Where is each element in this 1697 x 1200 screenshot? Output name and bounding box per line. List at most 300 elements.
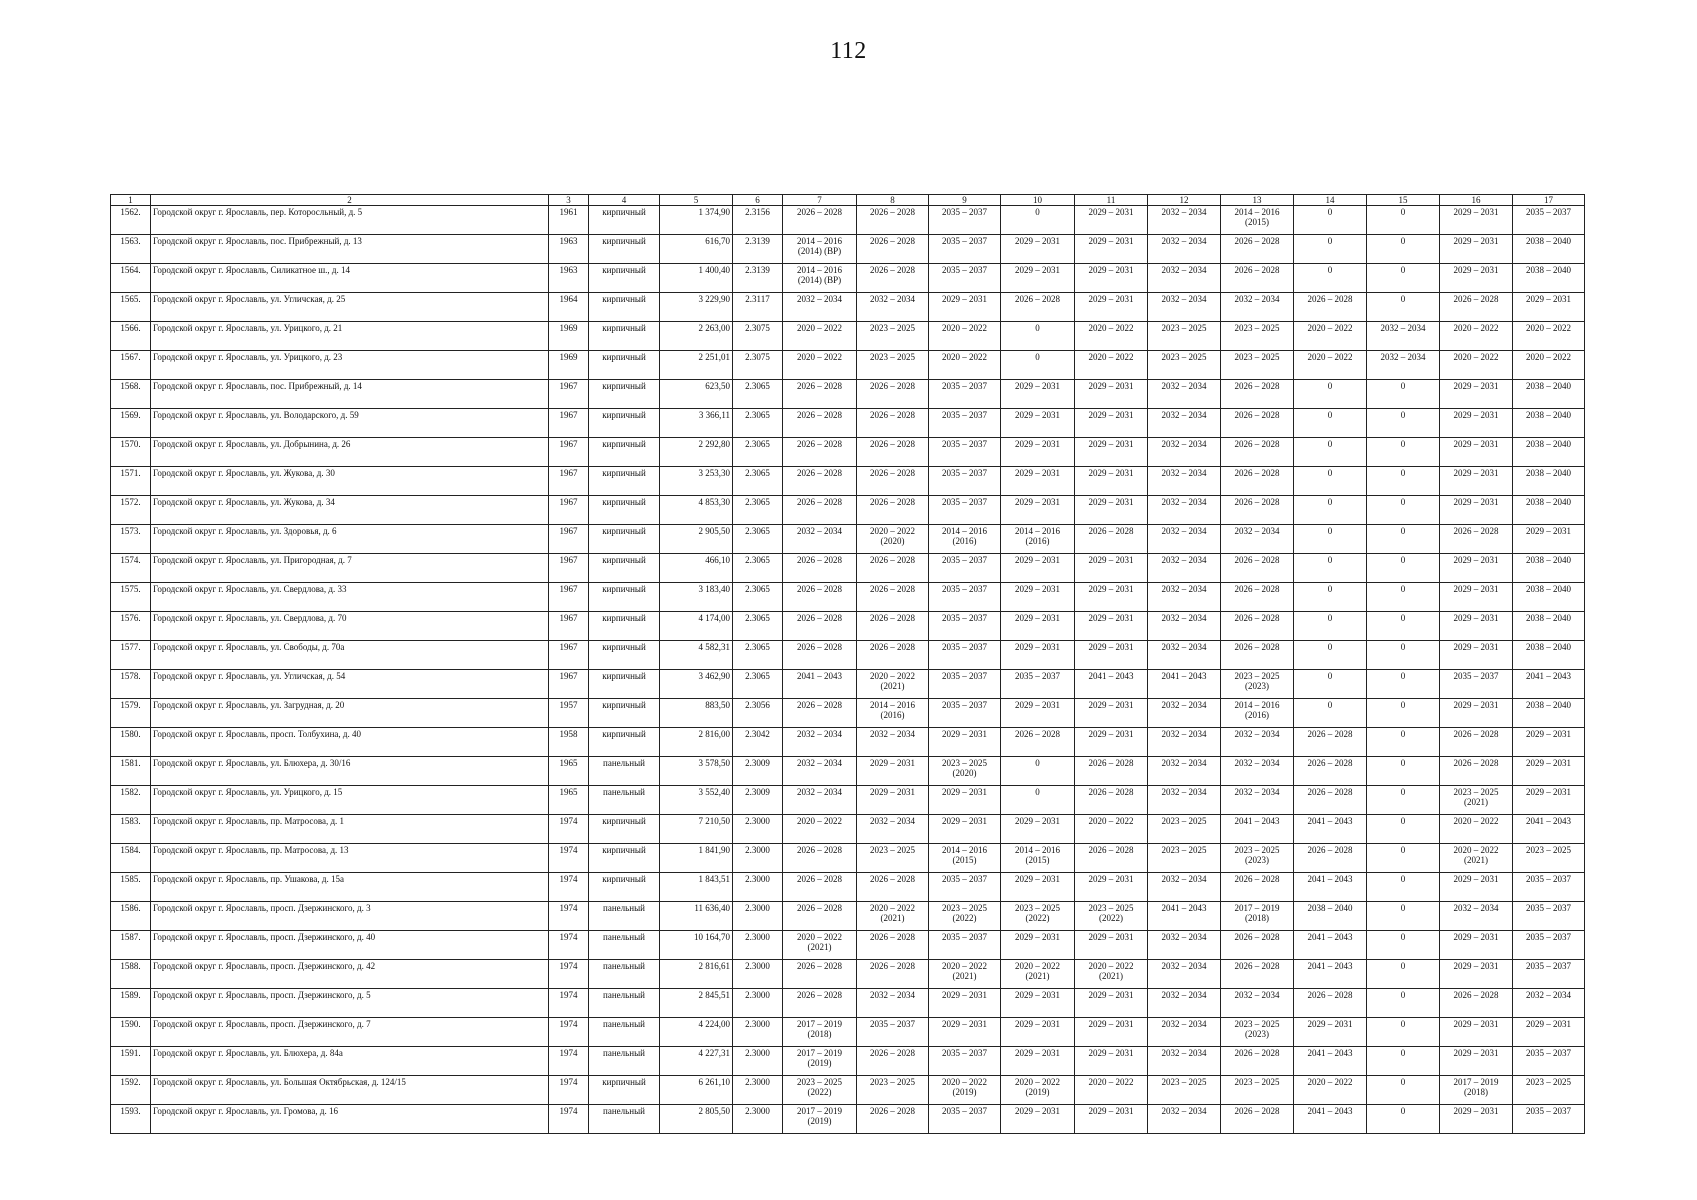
table-cell: 2041 – 2043 — [1294, 1105, 1367, 1134]
table-cell: Городской округ г. Ярославль, ул. Урицкого, д. 21 — [151, 322, 549, 351]
table-cell: 0 — [1294, 264, 1367, 293]
table-cell: 2.3009 — [733, 786, 783, 815]
table-cell: 2029 – 2031 — [1440, 1047, 1513, 1076]
table-cell: 2023 – 2025 — [1513, 1076, 1585, 1105]
table-cell: 2041 – 2043 — [1294, 815, 1367, 844]
table-cell: 2032 – 2034 — [1148, 235, 1221, 264]
table-cell: 0 — [1001, 786, 1075, 815]
table-cell: 2038 – 2040 — [1513, 467, 1585, 496]
table-cell: 1967 — [549, 612, 589, 641]
table-cell: панельный — [589, 931, 660, 960]
table-row — [111, 467, 1585, 496]
table-cell: 2029 – 2031 — [1075, 641, 1148, 670]
column-header: 17 — [1513, 195, 1585, 206]
table-cell: 2.3000 — [733, 815, 783, 844]
table-row — [111, 902, 1585, 931]
table-cell: 1 374,90 — [660, 206, 733, 235]
table-cell: 11 636,40 — [660, 902, 733, 931]
table-cell: 2020 – 2022 (2021) — [929, 960, 1001, 989]
table-cell: 2014 – 2016 (2016) — [929, 525, 1001, 554]
table-cell: 1563. — [111, 235, 151, 264]
table-cell: 1593. — [111, 1105, 151, 1134]
table-cell: 2023 – 2025 — [857, 351, 929, 380]
table-cell: 2038 – 2040 — [1513, 554, 1585, 583]
table-cell: 2041 – 2043 — [1294, 1047, 1367, 1076]
table-cell: 1577. — [111, 641, 151, 670]
table-cell: 1582. — [111, 786, 151, 815]
table-cell: 2020 – 2022 — [1440, 351, 1513, 380]
table-cell: 2029 – 2031 — [1075, 728, 1148, 757]
table-cell: 2032 – 2034 — [1148, 467, 1221, 496]
table-cell: 1974 — [549, 873, 589, 902]
table-cell: 2026 – 2028 — [783, 844, 857, 873]
table-cell: 2 816,00 — [660, 728, 733, 757]
table-cell: 4 174,00 — [660, 612, 733, 641]
table-cell: Городской округ г. Ярославль, ул. Здоровья, д. 6 — [151, 525, 549, 554]
table-cell: 2029 – 2031 — [1440, 438, 1513, 467]
table-cell: 10 164,70 — [660, 931, 733, 960]
column-header: 13 — [1221, 195, 1294, 206]
table-cell: 2026 – 2028 — [1221, 641, 1294, 670]
table-cell: 2.3065 — [733, 467, 783, 496]
table-cell: Городской округ г. Ярославль, ул. Пригородная, д. 7 — [151, 554, 549, 583]
table-cell: 2026 – 2028 — [1221, 612, 1294, 641]
table-cell: 1974 — [549, 1018, 589, 1047]
table-cell: 2029 – 2031 — [1440, 612, 1513, 641]
table-cell: 2029 – 2031 — [1075, 931, 1148, 960]
table-cell: Городской округ г. Ярославль, просп. Дзержинского, д. 3 — [151, 902, 549, 931]
table-row — [111, 380, 1585, 409]
table-cell: 2029 – 2031 — [1075, 380, 1148, 409]
table-cell: 1567. — [111, 351, 151, 380]
table-cell: 2020 – 2022 — [1075, 351, 1148, 380]
table-cell: 0 — [1294, 612, 1367, 641]
table-cell: 2029 – 2031 — [1001, 873, 1075, 902]
table-cell: 1571. — [111, 467, 151, 496]
table-cell: 2023 – 2025 — [1148, 844, 1221, 873]
table-cell: 2026 – 2028 — [1221, 583, 1294, 612]
table-cell: 2029 – 2031 — [1075, 467, 1148, 496]
table-row — [111, 496, 1585, 525]
table-cell: 2.3075 — [733, 322, 783, 351]
table-cell: 3 462,90 — [660, 670, 733, 699]
table-cell: 2020 – 2022 (2021) — [1001, 960, 1075, 989]
table-cell: 0 — [1294, 467, 1367, 496]
table-cell: 2029 – 2031 — [1075, 554, 1148, 583]
table-cell: 2.3042 — [733, 728, 783, 757]
table-cell: 1581. — [111, 757, 151, 786]
table-cell: 2.3000 — [733, 1047, 783, 1076]
table-cell: 2032 – 2034 — [1148, 728, 1221, 757]
table-cell: 2032 – 2034 — [1148, 525, 1221, 554]
table-cell: 2.3000 — [733, 1018, 783, 1047]
table-cell: 0 — [1367, 873, 1440, 902]
table-cell: 2026 – 2028 — [857, 931, 929, 960]
table-cell: 2026 – 2028 — [783, 960, 857, 989]
table-cell: 2026 – 2028 — [783, 612, 857, 641]
table-cell: 2029 – 2031 — [1075, 264, 1148, 293]
table-cell: 2026 – 2028 — [1221, 1047, 1294, 1076]
table-row — [111, 293, 1585, 322]
table-cell: 0 — [1367, 670, 1440, 699]
table-cell: 2017 – 2019 (2018) — [1221, 902, 1294, 931]
table-cell: Городской округ г. Ярославль, пр. Ушакова, д. 15а — [151, 873, 549, 902]
table-cell: 2026 – 2028 — [857, 409, 929, 438]
table-cell: 1589. — [111, 989, 151, 1018]
table-cell: 2032 – 2034 — [1221, 293, 1294, 322]
table-cell: 4 227,31 — [660, 1047, 733, 1076]
table-row — [111, 989, 1585, 1018]
table-cell: 1969 — [549, 322, 589, 351]
table-cell: 0 — [1367, 264, 1440, 293]
table-cell: 2026 – 2028 — [1221, 931, 1294, 960]
table-cell: 2032 – 2034 — [1148, 641, 1221, 670]
table-cell: 2026 – 2028 — [1221, 554, 1294, 583]
table-cell: 2026 – 2028 — [783, 699, 857, 728]
table-cell: 2026 – 2028 — [857, 467, 929, 496]
table-cell: 2026 – 2028 — [1001, 728, 1075, 757]
table-cell: 1569. — [111, 409, 151, 438]
table-row — [111, 728, 1585, 757]
table-cell: 2020 – 2022 (2020) — [857, 525, 929, 554]
table-cell: 0 — [1001, 351, 1075, 380]
table-cell: 2032 – 2034 — [1221, 989, 1294, 1018]
table-cell: 2023 – 2025 (2021) — [1440, 786, 1513, 815]
table-cell: 0 — [1367, 844, 1440, 873]
table-cell: кирпичный — [589, 351, 660, 380]
table-cell: 2032 – 2034 — [1148, 1018, 1221, 1047]
table-cell: 2029 – 2031 — [1513, 786, 1585, 815]
table-cell: 2 805,50 — [660, 1105, 733, 1134]
table-cell: 0 — [1367, 583, 1440, 612]
table-row — [111, 1018, 1585, 1047]
table-cell: Городской округ г. Ярославль, пр. Матросова, д. 1 — [151, 815, 549, 844]
table-cell: 2035 – 2037 — [929, 1047, 1001, 1076]
table-cell: 2014 – 2016 (2014) (ВР) — [783, 235, 857, 264]
table-cell: 2029 – 2031 — [1001, 264, 1075, 293]
table-row — [111, 786, 1585, 815]
table-cell: 2.3065 — [733, 525, 783, 554]
table-cell: 2020 – 2022 — [783, 351, 857, 380]
table-cell: 1961 — [549, 206, 589, 235]
table-cell: 2 251,01 — [660, 351, 733, 380]
table-cell: 1574. — [111, 554, 151, 583]
column-header: 15 — [1367, 195, 1440, 206]
table-cell: 0 — [1367, 554, 1440, 583]
table-cell: Городской округ г. Ярославль, просп. Толбухина, д. 40 — [151, 728, 549, 757]
table-cell: 1969 — [549, 351, 589, 380]
table-cell: 2029 – 2031 — [1440, 380, 1513, 409]
table-cell: кирпичный — [589, 409, 660, 438]
table-cell: 2026 – 2028 — [783, 438, 857, 467]
table-cell: 2041 – 2043 — [1513, 670, 1585, 699]
table-cell: 616,70 — [660, 235, 733, 264]
table-cell: 2041 – 2043 — [1294, 873, 1367, 902]
table-row — [111, 844, 1585, 873]
table-cell: 2026 – 2028 — [857, 612, 929, 641]
table-cell: 2026 – 2028 — [1221, 467, 1294, 496]
table-cell: 2038 – 2040 — [1513, 612, 1585, 641]
table-cell: Городской округ г. Ярославль, просп. Дзержинского, д. 42 — [151, 960, 549, 989]
table-cell: 2032 – 2034 — [783, 786, 857, 815]
table-cell: Городской округ г. Ярославль, ул. Громова, д. 16 — [151, 1105, 549, 1134]
table-cell: 2029 – 2031 — [1075, 612, 1148, 641]
table-cell: 7 210,50 — [660, 815, 733, 844]
table-cell: 2023 – 2025 — [1221, 1076, 1294, 1105]
table-cell: 2029 – 2031 — [1001, 989, 1075, 1018]
table-cell: 2026 – 2028 — [857, 641, 929, 670]
table-cell: 2026 – 2028 — [1001, 293, 1075, 322]
table-cell: 2029 – 2031 — [1001, 496, 1075, 525]
table-cell: 2035 – 2037 — [929, 641, 1001, 670]
table-cell: 0 — [1367, 496, 1440, 525]
table-cell: панельный — [589, 1105, 660, 1134]
table-cell: 0 — [1367, 989, 1440, 1018]
table-cell: 2023 – 2025 (2023) — [1221, 670, 1294, 699]
table-cell: 2041 – 2043 — [1294, 960, 1367, 989]
table-cell: Городской округ г. Ярославль, ул. Угличская, д. 54 — [151, 670, 549, 699]
table-cell: Городской округ г. Ярославль, ул. Большая Октябрьская, д. 124/15 — [151, 1076, 549, 1105]
table-cell: 2026 – 2028 — [1075, 757, 1148, 786]
table-cell: 2.3000 — [733, 1105, 783, 1134]
table-cell: 2026 – 2028 — [783, 641, 857, 670]
table-cell: 2020 – 2022 — [1294, 1076, 1367, 1105]
table-cell: 2035 – 2037 — [929, 496, 1001, 525]
table-cell: 3 183,40 — [660, 583, 733, 612]
table-cell: 1586. — [111, 902, 151, 931]
table-cell: 1576. — [111, 612, 151, 641]
table-cell: 0 — [1367, 1018, 1440, 1047]
table-cell: 0 — [1294, 380, 1367, 409]
table-cell: 0 — [1367, 1047, 1440, 1076]
table-cell: 2035 – 2037 — [1513, 873, 1585, 902]
table-cell: 2041 – 2043 — [1294, 931, 1367, 960]
table-cell: 1967 — [549, 583, 589, 612]
table-cell: 1572. — [111, 496, 151, 525]
table-cell: 2029 – 2031 — [1440, 641, 1513, 670]
table-cell: 2032 – 2034 — [1148, 438, 1221, 467]
table-cell: 2026 – 2028 — [1294, 786, 1367, 815]
table-cell: 3 552,40 — [660, 786, 733, 815]
table-cell: 2029 – 2031 — [929, 728, 1001, 757]
table-cell: 0 — [1294, 699, 1367, 728]
table-row — [111, 1105, 1585, 1134]
table-row — [111, 525, 1585, 554]
table-cell: 2023 – 2025 (2022) — [1075, 902, 1148, 931]
table-cell: 1584. — [111, 844, 151, 873]
table-cell: Городской округ г. Ярославль, ул. Добрынина, д. 26 — [151, 438, 549, 467]
table-cell: 2038 – 2040 — [1513, 641, 1585, 670]
table-cell: панельный — [589, 960, 660, 989]
table-cell: 2029 – 2031 — [1294, 1018, 1367, 1047]
table-cell: 1967 — [549, 467, 589, 496]
table-cell: 2 816,61 — [660, 960, 733, 989]
table-cell: 2029 – 2031 — [1001, 815, 1075, 844]
table-cell: кирпичный — [589, 322, 660, 351]
table-cell: 2026 – 2028 — [783, 902, 857, 931]
table-cell: 1578. — [111, 670, 151, 699]
table-cell: 2035 – 2037 — [929, 670, 1001, 699]
table-cell: 2035 – 2037 — [929, 583, 1001, 612]
table-cell: 2014 – 2016 (2016) — [1001, 525, 1075, 554]
table-cell: 2026 – 2028 — [783, 496, 857, 525]
table-cell: 1573. — [111, 525, 151, 554]
column-header: 4 — [589, 195, 660, 206]
table-cell: 2029 – 2031 — [1001, 583, 1075, 612]
table-cell: 2035 – 2037 — [1513, 902, 1585, 931]
table-cell: 2020 – 2022 (2019) — [929, 1076, 1001, 1105]
table-cell: 2041 – 2043 — [1148, 902, 1221, 931]
table-cell: 2035 – 2037 — [857, 1018, 929, 1047]
table-cell: 2020 – 2022 — [929, 351, 1001, 380]
table-cell: 2035 – 2037 — [929, 931, 1001, 960]
table-cell: 2029 – 2031 — [1440, 873, 1513, 902]
table-row — [111, 351, 1585, 380]
table-cell: 2041 – 2043 — [1075, 670, 1148, 699]
table-cell: 4 224,00 — [660, 1018, 733, 1047]
table-cell: 0 — [1001, 322, 1075, 351]
table-cell: 1590. — [111, 1018, 151, 1047]
table-cell: 2.3065 — [733, 583, 783, 612]
table-cell: 0 — [1367, 641, 1440, 670]
table-cell: 2026 – 2028 — [783, 554, 857, 583]
table-cell: кирпичный — [589, 815, 660, 844]
table-cell: 1 843,51 — [660, 873, 733, 902]
table-cell: 2032 – 2034 — [1148, 699, 1221, 728]
table-cell: 3 366,11 — [660, 409, 733, 438]
table-cell: 0 — [1367, 960, 1440, 989]
table-cell: 2041 – 2043 — [1513, 815, 1585, 844]
table-cell: 2026 – 2028 — [1440, 989, 1513, 1018]
table-cell: 2023 – 2025 — [1148, 322, 1221, 351]
table-cell: 1568. — [111, 380, 151, 409]
table-cell: 2035 – 2037 — [929, 409, 1001, 438]
table-cell: 2035 – 2037 — [1513, 931, 1585, 960]
table-cell: 2023 – 2025 — [1221, 351, 1294, 380]
table-cell: 1974 — [549, 960, 589, 989]
table-row — [111, 264, 1585, 293]
table-row — [111, 409, 1585, 438]
table-cell: 2038 – 2040 — [1294, 902, 1367, 931]
column-header: 7 — [783, 195, 857, 206]
table-cell: 2020 – 2022 (2021) — [857, 902, 929, 931]
table-cell: 2023 – 2025 (2023) — [1221, 1018, 1294, 1047]
table-cell: 2029 – 2031 — [1513, 1018, 1585, 1047]
table-cell: 0 — [1294, 409, 1367, 438]
table-cell: 2032 – 2034 — [1221, 786, 1294, 815]
table-cell: Городской округ г. Ярославль, ул. Урицкого, д. 15 — [151, 786, 549, 815]
table-cell: 3 578,50 — [660, 757, 733, 786]
table-cell: кирпичный — [589, 554, 660, 583]
table-cell: 2041 – 2043 — [783, 670, 857, 699]
table-cell: 2029 – 2031 — [1075, 438, 1148, 467]
table-cell: 2020 – 2022 (2021) — [783, 931, 857, 960]
column-header: 8 — [857, 195, 929, 206]
table-cell: 0 — [1367, 235, 1440, 264]
column-header: 6 — [733, 195, 783, 206]
table-cell: 2026 – 2028 — [1075, 844, 1148, 873]
table-cell: 0 — [1294, 641, 1367, 670]
table-row — [111, 757, 1585, 786]
table-cell: 2035 – 2037 — [1513, 960, 1585, 989]
table-cell: 0 — [1001, 206, 1075, 235]
table-cell: 2.3075 — [733, 351, 783, 380]
table-cell: 1967 — [549, 380, 589, 409]
table-cell: Городской округ г. Ярославль, ул. Блюхера, д. 84а — [151, 1047, 549, 1076]
table-cell: 2026 – 2028 — [1221, 438, 1294, 467]
table-cell: Городской округ г. Ярославль, пер. Которосльный, д. 5 — [151, 206, 549, 235]
table-cell: панельный — [589, 1047, 660, 1076]
table-cell: 2020 – 2022 — [1513, 351, 1585, 380]
table-cell: 2029 – 2031 — [1001, 554, 1075, 583]
table-cell: 2029 – 2031 — [1513, 293, 1585, 322]
table-cell: 2026 – 2028 — [857, 1105, 929, 1134]
table-cell: 0 — [1294, 554, 1367, 583]
table-cell: 2032 – 2034 — [1148, 1047, 1221, 1076]
table-cell: 2023 – 2025 (2020) — [929, 757, 1001, 786]
table-cell: Городской округ г. Ярославль, ул. Урицкого, д. 23 — [151, 351, 549, 380]
table-cell: 0 — [1367, 1076, 1440, 1105]
table-cell: 2023 – 2025 — [1513, 844, 1585, 873]
table-cell: 2020 – 2022 (2021) — [1440, 844, 1513, 873]
table-cell: 2026 – 2028 — [1294, 844, 1367, 873]
table-cell: 2020 – 2022 — [1440, 815, 1513, 844]
table-cell: 2032 – 2034 — [1148, 989, 1221, 1018]
table-cell: 2035 – 2037 — [1001, 670, 1075, 699]
table-cell: 2032 – 2034 — [1148, 1105, 1221, 1134]
table-cell: 2035 – 2037 — [1440, 670, 1513, 699]
table-cell: 2029 – 2031 — [929, 293, 1001, 322]
table-cell: 2035 – 2037 — [929, 699, 1001, 728]
table-cell: 2029 – 2031 — [1440, 409, 1513, 438]
table-cell: 2026 – 2028 — [1221, 264, 1294, 293]
table-cell: 1967 — [549, 670, 589, 699]
table-cell: 2.3000 — [733, 902, 783, 931]
table-cell: Городской округ г. Ярославль, ул. Угличская, д. 25 — [151, 293, 549, 322]
table-cell: 2038 – 2040 — [1513, 699, 1585, 728]
table-cell: 2026 – 2028 — [783, 380, 857, 409]
table-cell: 2032 – 2034 — [1148, 293, 1221, 322]
table-cell: 1566. — [111, 322, 151, 351]
table-cell: 0 — [1294, 583, 1367, 612]
table-cell: 2.3000 — [733, 960, 783, 989]
table-cell: 2029 – 2031 — [1001, 438, 1075, 467]
table-cell: 0 — [1367, 293, 1440, 322]
table-cell: 1587. — [111, 931, 151, 960]
table-cell: 466,10 — [660, 554, 733, 583]
table-cell: 1588. — [111, 960, 151, 989]
table-cell: кирпичный — [589, 235, 660, 264]
table-cell: кирпичный — [589, 264, 660, 293]
table-cell: 2.3000 — [733, 873, 783, 902]
table-cell: 2.3000 — [733, 931, 783, 960]
column-header: 2 — [151, 195, 549, 206]
table-cell: 2038 – 2040 — [1513, 409, 1585, 438]
header-row — [111, 195, 1585, 206]
table-cell: 2032 – 2034 — [1513, 989, 1585, 1018]
table-cell: 1564. — [111, 264, 151, 293]
table-cell: 2.3065 — [733, 612, 783, 641]
table-cell: 2035 – 2037 — [1513, 206, 1585, 235]
table-cell: кирпичный — [589, 844, 660, 873]
table-cell: 2.3065 — [733, 380, 783, 409]
table-cell: 2020 – 2022 (2021) — [1075, 960, 1148, 989]
table-cell: 2026 – 2028 — [1440, 525, 1513, 554]
table-cell: 0 — [1367, 409, 1440, 438]
table-cell: Городской округ г. Ярославль, ул. Свердлова, д. 33 — [151, 583, 549, 612]
table-cell: 2029 – 2031 — [1001, 699, 1075, 728]
column-header: 1 — [111, 195, 151, 206]
